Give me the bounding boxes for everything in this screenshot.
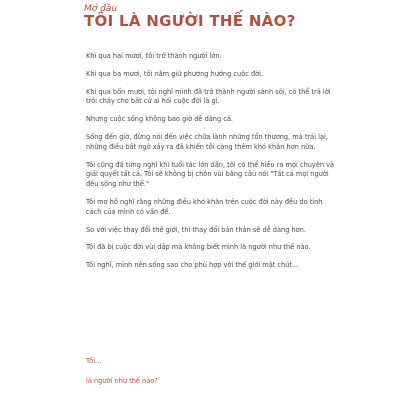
body-text xyxy=(86,52,336,279)
paragraph: Tôi nghĩ, mình nên sống sao cho phù hợp với thế giới mật chút... xyxy=(86,261,299,270)
closing-lines xyxy=(86,357,158,386)
paragraph: Tôi đã bị cuộc đời vùi dập mà không biết mình là người như thế nào. xyxy=(86,243,311,252)
closing-line-1: Tôi... xyxy=(86,357,102,365)
paragraph: Khi qua hai mươi, tôi trở thành người lớn. xyxy=(86,52,222,60)
paragraph: Sống đến giờ, đừng nói đến việc chữa lành những tổn thương, mà trái lại, những điều bất ngờ xảy ra đã khiến tôi càng thêm khó khăn hơn nữa. xyxy=(86,132,328,151)
paragraph: Nhưng cuộc sống không bao giờ dễ dàng cả. xyxy=(86,115,234,124)
closing-line-2: là người như thế nào? xyxy=(86,377,158,385)
paragraph: Tôi mơ hồ nghĩ rằng những điều khó khăn trên cuộc đời này đều do tính cách của mình có vấn đề. xyxy=(86,197,323,216)
paragraph: So với việc thay đổi thế giới, thì thay đổi bản thân sẽ dễ dàng hơn. xyxy=(86,225,306,234)
paragraph: Tôi cũng đã từng nghĩ khi tuổi tác lớn dần, tôi có thể hiểu ra mọi chuyện và giải quyết tất cả. Tôi sẽ không bị chôn vùi bằng câu nói "Tất cả mọi người đều sống như thế." xyxy=(86,160,335,189)
page-title: TÔI LÀ NGƯỜI THẾ NÀO? xyxy=(84,12,296,30)
paragraph: Khi qua bốn mươi, tôi nghĩ mình đã trở thành người sành sỏi, có thể trả lời trôi chảy cho bất cứ ai hỏi cuộc đời là gì. xyxy=(86,87,331,106)
paragraph: Khi qua ba mươi, tôi nắm giữ phương hướng cuộc đời. xyxy=(86,69,264,78)
section-label: Mở đầu xyxy=(84,4,118,14)
